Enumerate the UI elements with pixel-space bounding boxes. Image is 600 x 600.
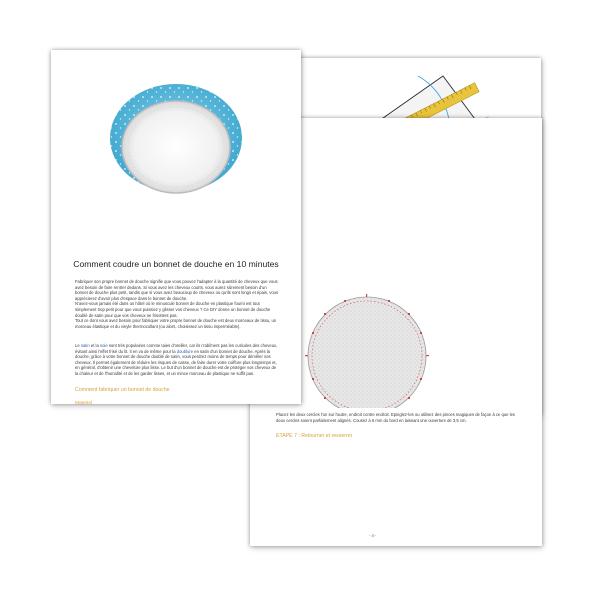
page-number: - 4 -: [369, 533, 377, 538]
shower-cap-image: [51, 50, 301, 200]
mid-heading-etape7: ETAPE 7 : Retourner et resserrer: [276, 433, 353, 439]
front-para4: Le satin et la soie sont très populaires comme taies d'oreiller, car ils n'abîment pas les cuticules des cheveux, évitant ainsi l'effet frisé du lit. Il en va de même pour la doublure en satin d'un bonnet de douche. Après la douche, grâce à votre bonnet de douche doublé de satin, vous perdrez moins de temps pour démêler vos cheveux. Il permet également de réduire les risques de casse, de faire durer votre coiffure plus longtemps et, en général, d'obtenir une chevelure plus lisse. Le but d'un bonnet de douche est de protéger vos cheveux de la chaleur et de l'humidité et de les garder lisses, et un mince morceau de plastique ne suffit pas.: [75, 343, 278, 376]
page-title: Comment coudre un bonnet de douche en 10 minutes: [73, 259, 279, 269]
mid-text: Placez les deux cercles l'un sur l'autre, endroit contre endroit. Epinglez-les ou utilisez des pinces magiques de façon à ce que les deux cercles soient parfaitement alignés. Cousez à 6 mm du bord en laissant une ouverture de 3,5 cm.: [276, 412, 516, 423]
front-para1: Fabriquer son propre bonnet de douche signifie que vous pouvez l'adapter à la quantité de cheveux que vous avez besoin de faire rentrer dedans. Si vous avez les cheveux courts, vous aurez sûrement besoin d'un bonnet de douche plus petit, tandis que si vous avez beaucoup de cheveux ou qu'ils sont longs et épais, vous apprécierez d'avoir plus d'espace dans le bonnet de douche. N'avez-vous jamais été dans un hôtel où le minuscule bonnet de douche en plastique fourni est tout simplement trop petit pour que vous puissiez y glisser vos cheveux ? Ce DIY donne un bonnet de douche doublé de satin pour que vos cheveux ne frisottent pas.: [75, 279, 279, 318]
front-para3: Tout ce dont vous avez besoin pour fabriquer votre propre bonnet de douche est deux morceaux de tissu, un morceau élastique et du vinyle thermocollant (ou alors, choisissez un tissu imperméable).: [75, 318, 277, 329]
link-doublure[interactable]: doublure: [176, 348, 194, 354]
heading-comment-fabriquer: Comment fabriquer un bonnet de douche: [75, 387, 170, 393]
page-front: [51, 50, 301, 404]
link-satin[interactable]: satin: [80, 343, 90, 348]
link-soie[interactable]: soie: [99, 343, 108, 348]
heading-materiel: Materiel: [75, 401, 93, 404]
